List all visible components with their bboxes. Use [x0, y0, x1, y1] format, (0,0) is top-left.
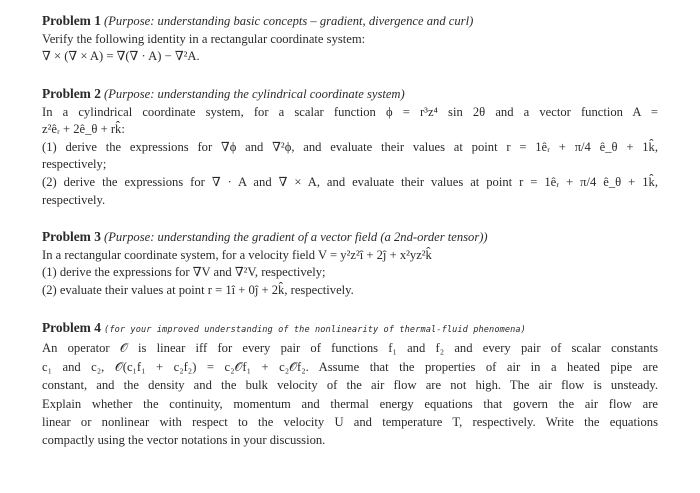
problem-3-heading	[42, 228, 658, 247]
problem-purpose: (Purpose: understanding basic concepts – gradient, divergence and curl)	[104, 14, 474, 28]
problem-text-line: In a cylindrical coordinate system, for a scalar function ϕ = r³z⁴ sin 2θ and a vector function A =	[42, 104, 658, 119]
problem-title: Problem 3	[42, 229, 101, 244]
problem-text-line: linear or nonlinear with respect to the velocity U and temperature T, respectively. Write the equations	[42, 415, 658, 430]
problem-text-line: respectively.	[42, 192, 106, 207]
problem-text-line: Verify the following identity in a rectangular coordinate system:	[42, 31, 366, 46]
problem-text-line: In a rectangular coordinate system, for a velocity field V = y²z²î + 2ĵ + x²yz²k̂	[42, 247, 432, 262]
problem-text-line: constant, and the density and the bulk velocity of the air flow are not high. The air flow is unsteady.	[42, 378, 658, 393]
problem-3	[42, 228, 658, 299]
problem-2-heading	[42, 85, 658, 104]
problem-purpose: (for your improved understanding of the nonlinearity of thermal-fluid phenomena)	[104, 325, 526, 335]
problem-text-line: respectively;	[42, 157, 107, 172]
problem-text-line: (2) derive the expressions for ∇ · A and ∇ × A, and evaluate their values at point r = 1êᵣ + π/4 ê_θ + 1k̂,	[42, 174, 658, 189]
problem-text-line: (2) evaluate their values at point r = 1î + 0ĵ + 2k̂, respectively.	[42, 282, 354, 297]
problem-title: Problem 1	[42, 13, 101, 28]
problem-4-heading	[42, 319, 658, 339]
problem-1-heading	[42, 12, 658, 31]
problem-text-line: (1) derive the expressions for ∇V and ∇²V, respectively;	[42, 265, 326, 280]
problem-text-line: (1) derive the expressions for ∇ϕ and ∇²ϕ, and evaluate their values at point r = 1êᵣ + π/4 ê_θ + 1k̂,	[42, 139, 658, 154]
problem-text-line: An operator 𝒪 is linear iff for every pair of functions f₁ and f₂ and every pair of scalar constants	[42, 341, 658, 356]
problem-4	[42, 319, 658, 450]
problem-title: Problem 2	[42, 86, 101, 101]
problem-title: Problem 4	[42, 320, 101, 335]
problem-2	[42, 85, 658, 209]
problem-purpose: (Purpose: understanding the gradient of a vector field (a 2nd-order tensor))	[104, 230, 488, 244]
problem-text-line: c₁ and c₂, 𝒪(c₁f₁ + c₂f₂) = c₂𝒪f₁ + c₂𝒪f₂. Assume that the properties of air in a heated pipe are	[42, 359, 658, 374]
problem-text-line: Explain whether the continuity, momentum and thermal energy equations that govern the air flow are	[42, 396, 658, 411]
problem-text-line: compactly using the vector notations in your discussion.	[42, 433, 326, 448]
problem-purpose: (Purpose: understanding the cylindrical coordinate system)	[104, 87, 405, 101]
identity-equation: ∇ × (∇ × A) = ∇(∇ · A) − ∇²A.	[42, 49, 200, 64]
problem-1	[42, 12, 658, 66]
problem-text-line: z²êᵣ + 2ê_θ + rk̂:	[42, 122, 125, 137]
